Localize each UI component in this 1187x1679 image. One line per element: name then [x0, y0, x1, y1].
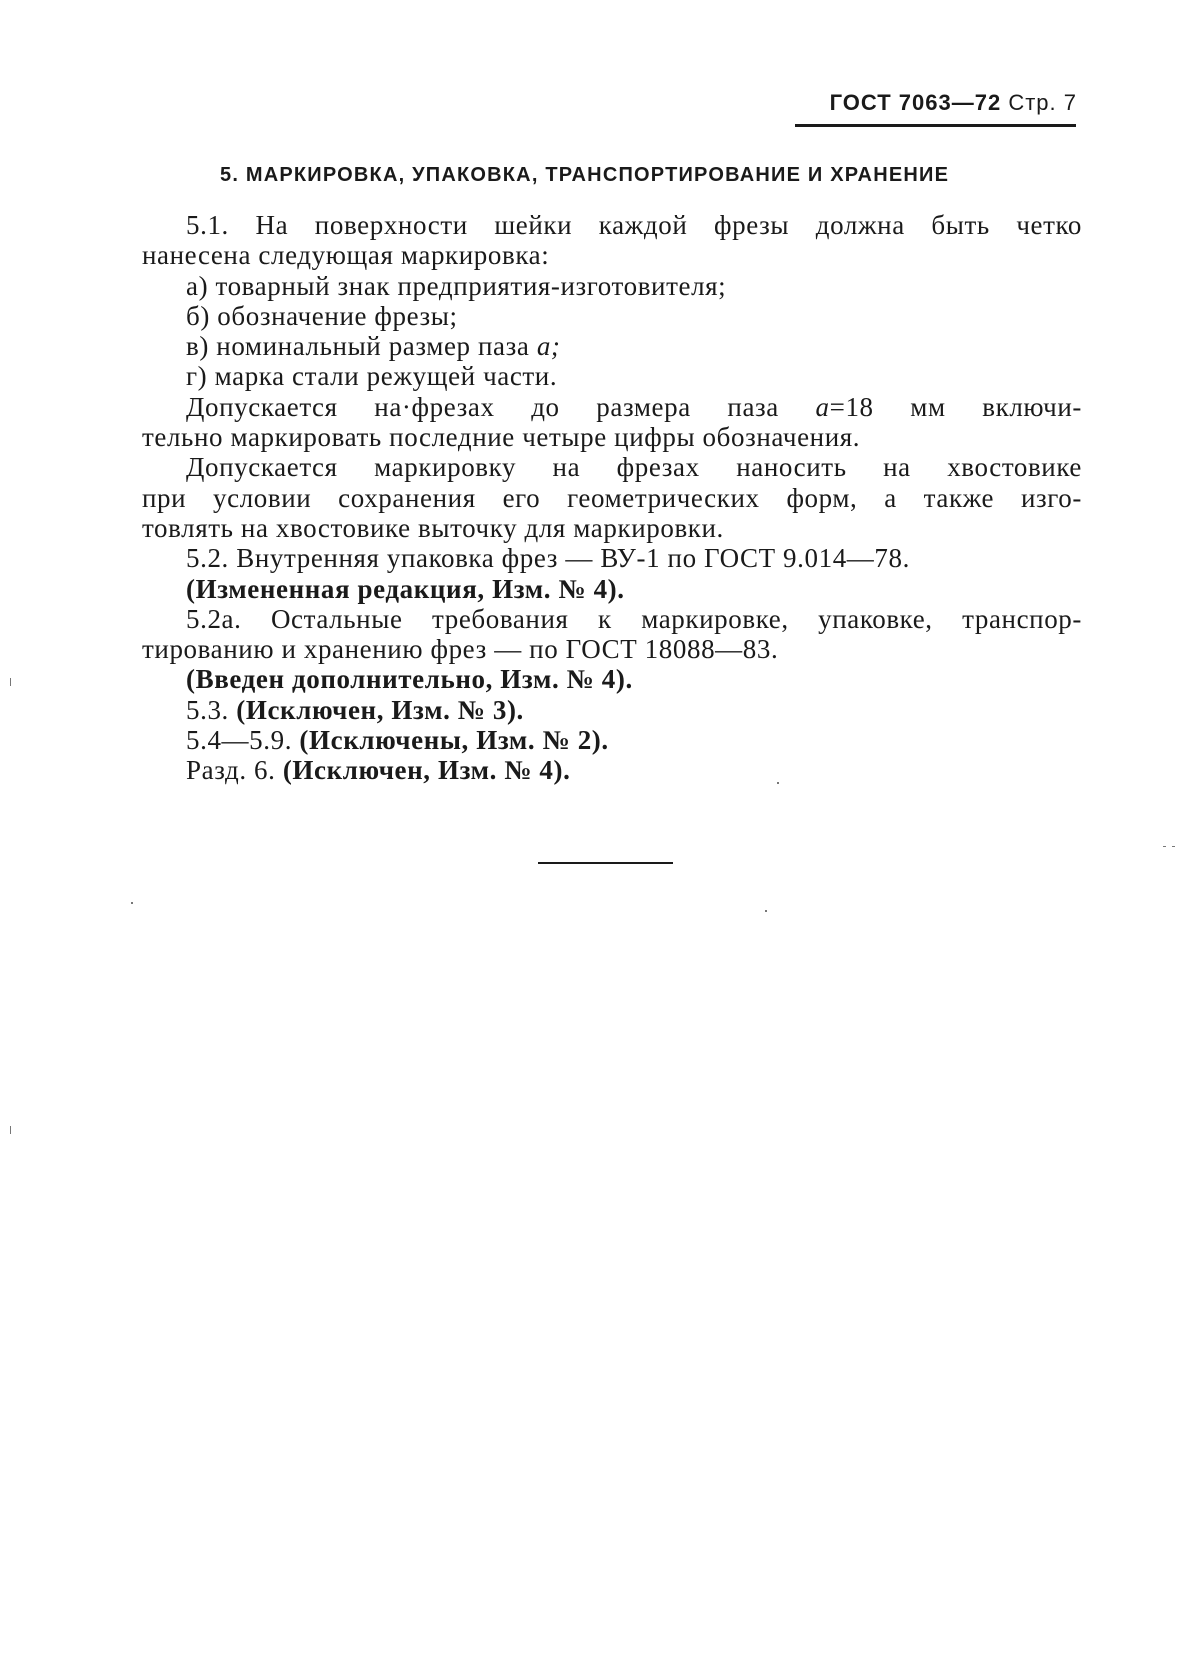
section-title: 5. МАРКИРОВКА, УПАКОВКА, ТРАНСПОРТИРОВАНИЕ И ХРАНЕНИЕ [220, 164, 950, 186]
scan-speck [765, 910, 767, 912]
scan-speck [1163, 846, 1166, 847]
section-6-number: Разд. 6. [186, 755, 276, 786]
allowance-2-line-3: товлять на хвостовике выточку для маркировки. [142, 512, 724, 543]
clause-5-2a-line-2: тированию и хранению фрез — по ГОСТ 18088—83. [142, 634, 779, 665]
section-6 [142, 755, 1082, 785]
scan-speck [10, 678, 11, 686]
body-text [142, 210, 1082, 786]
clause-5-2a-line-1: 5.2а. Остальные требования к маркировке, упаковке, транспор- [186, 603, 1082, 634]
clause-5-4-note: (Исключены, Изм. № 2). [299, 725, 609, 756]
clause-5-3-note: (Исключен, Изм. № 3). [236, 694, 524, 725]
scan-speck [131, 902, 133, 904]
page-number: Стр. 7 [1008, 90, 1077, 115]
clause-5-3-number: 5.3. [186, 694, 229, 725]
standard-number: ГОСТ 7063—72 [829, 90, 1002, 115]
clause-5-1-line-1: 5.1. На поверхности шейки каждой фрезы должна быть четко [186, 210, 1082, 240]
clause-5-4-number: 5.4—5.9. [186, 725, 293, 756]
clause-5-2a-amendment-note: (Введен дополнительно, Изм. № 4). [186, 664, 633, 695]
list-item-v-text: в) номинальный размер паза [186, 331, 537, 362]
scan-speck [777, 782, 779, 784]
clause-5-4 [142, 725, 1082, 755]
clause-5-3 [142, 695, 1082, 725]
clause-5-1-line-2: нанесена следующая маркировка: [142, 240, 550, 271]
clause-5-2-amendment-note: (Измененная редакция, Изм. № 4). [186, 573, 625, 604]
allowance-1-variable: a [815, 391, 830, 422]
clause-5-2: 5.2. Внутренняя упаковка фрез — ВУ-1 по ГОСТ 9.014—78. [186, 543, 910, 574]
allowance-2-line-2: при условии сохранения его геометрических форм, а также изго- [142, 482, 1082, 513]
allowance-1-line-1 [142, 392, 1082, 422]
list-item-a: а) товарный знак предприятия-изготовителя; [186, 270, 727, 301]
section-6-note: (Исключен, Изм. № 4). [282, 755, 571, 786]
scan-speck [10, 1126, 11, 1134]
header-rule [795, 124, 1076, 127]
page-header [830, 90, 1077, 116]
allowance-1-pre: Допускается на·фрезах до размера паза [186, 391, 816, 422]
allowance-2-line-1: Допускается маркировку на фрезах наносить на хвостовике [186, 452, 1082, 483]
list-item-v [142, 331, 1082, 361]
allowance-1-post: =18 мм включи- [829, 391, 1082, 422]
allowance-1-line-2: тельно маркировать последние четыре цифры обозначения. [142, 422, 861, 453]
scan-speck [1172, 846, 1175, 847]
end-rule [538, 862, 673, 864]
list-item-v-variable: a; [536, 331, 561, 362]
list-item-b: б) обозначение фрезы; [186, 300, 458, 331]
list-item-g: г) марка стали режущей части. [186, 361, 558, 392]
